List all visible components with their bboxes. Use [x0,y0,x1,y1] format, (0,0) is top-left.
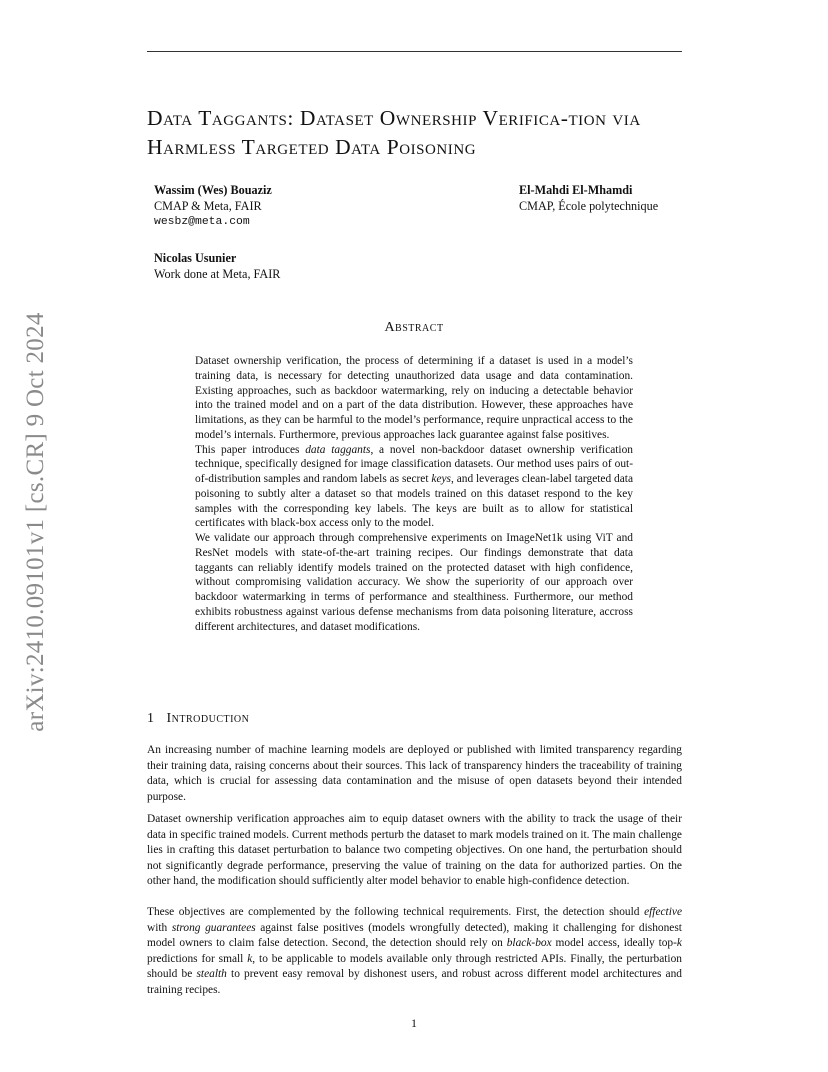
section-number: 1 [147,711,155,726]
author-affiliation: Work done at Meta, FAIR [154,267,281,281]
math-variable: k [676,937,682,950]
abstract-paragraph: We validate our approach through comprehensive experiments on ImageNet1k using ViT and ResNet models with state-of-the-art training recipes. Our findings demonstrate that data taggants can reliably identify models trained on the protected dataset with high confidence, without compromising validation accuracy. We show the superiority of our approach over backdoor watermarking in terms of performance and stealthiness. Furthermore, our method exhibits robustness against various defense mechanisms from data poisoning literature, accross different architectures, and dataset modifications. [195,532,633,633]
author-block [154,250,280,282]
emphasis: black-box [506,937,552,950]
emphasis: keys [431,473,451,485]
section-title: Introduction [166,711,250,726]
arxiv-identifier[interactable]: arXiv:2410.09101v1 [cs.CR] 9 Oct 2024 [22,312,49,732]
paper-title: Data Taggants: Dataset Ownership Verifica-tion via Harmless Targeted Data Poisoning [147,106,641,159]
abstract-paragraph: Dataset ownership verification, the process of determining if a dataset is used in a model’s training data, is necessary for detecting unauthorized data usage and data contamination. Existing approaches, such as backdoor watermarking, rely on inducing a detectable behavior into the trained model and on a part of the data distribution. However, these approaches have limitations, as they can be harmful to the model’s performance, require unpractical access to the model’s internals. Furthermore, previous approaches lack guarantee against false positives. [195,355,633,441]
abstract-paragraph: This paper introduces data taggants, a novel non-backdoor dataset ownership verification technique, specifically designed for image classification datasets. Our method uses pairs of out-of-distribution samples and random labels as secret keys, and leverages clean-label targeted data poisoning to subtly alter a dataset so that models trained on this dataset respond to the key samples with the corresponding key labels. The keys are built as to allow for statistical certificates with black-box access only to the model. [195,443,633,530]
abstract-heading: Abstract [384,320,444,335]
author-name: El-Mahdi El-Mhamdi [519,183,633,197]
author-block [154,182,272,230]
emphasis: stealth [196,968,227,981]
body-paragraph: Dataset ownership verification approaches aim to equip dataset owners with the ability to track the usage of their data in specific trained models. Current methods perturb the dataset to mark models trained on it. The main challenge lies in crafting this dataset perturbation to balance two competing objectives. On one hand, the perturbation should not significantly degrade performance, preserving the value of training on the data for authorized parties. On the other hand, the modification should sufficiently alter model behavior to enable high-confidence detection. [147,813,682,888]
page-number: 1 [411,1016,417,1030]
author-name: Wassim (Wes) Bouaziz [154,183,272,197]
math-variable: k [247,952,253,965]
body-paragraph: An increasing number of machine learning models are deployed or published with limited transparency regarding their training data, raising concerns about their sources. This lack of transparency hinders the traceability of training data, which is crucial for assessing data contamination and the misuse of open datasets beyond their intended purpose. [147,744,682,803]
section-heading [147,711,249,727]
author-block [519,182,658,214]
emphasis: effective [644,906,682,918]
top-rule [147,51,682,52]
author-email[interactable]: wesbz@meta.com [154,216,250,228]
body-paragraph: These objectives are complemented by the following technical requirements. First, the detection should effective with strong guarantees against false positives (models wrongfully detected), making it challenging for dishonest model owners to claim false detection. Second, the detection should rely on black-box model access, ideally top-k predictions for small k, to be applicable to models available only through restricted APIs. Finally, the perturbation should be stealth to prevent easy removal by dishonest users, and robust across different model architectures and training recipes. [147,906,682,996]
author-affiliation: CMAP, École polytechnique [519,199,659,213]
author-name: Nicolas Usunier [154,251,237,265]
emphasis: data taggants [305,443,371,456]
emphasis: strong guarantees [171,921,256,934]
author-affiliation: CMAP & Meta, FAIR [154,199,262,213]
abstract-body [195,354,633,634]
